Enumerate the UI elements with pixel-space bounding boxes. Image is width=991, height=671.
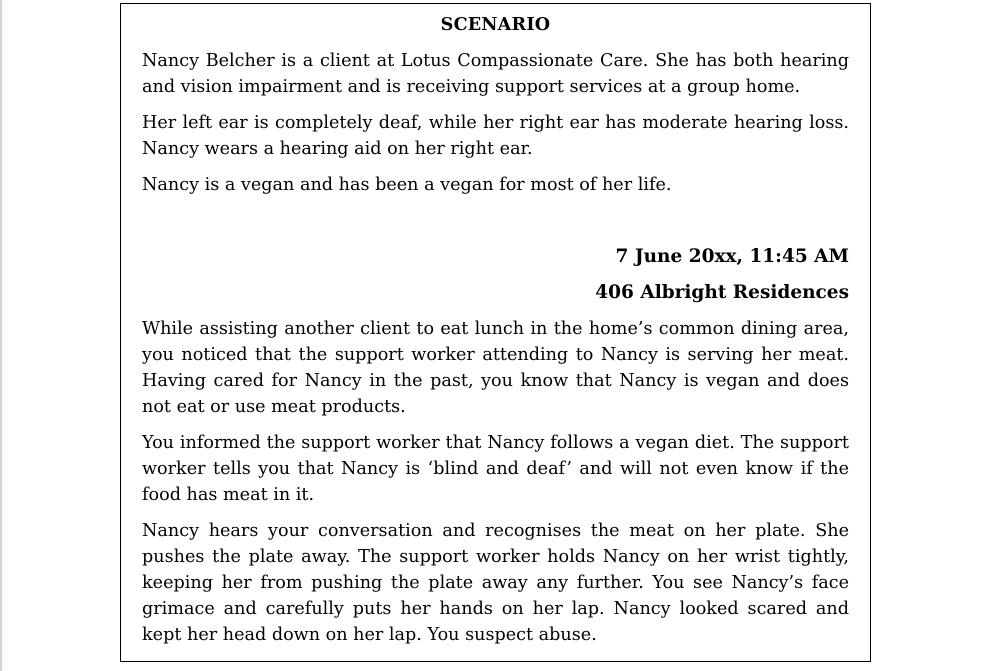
body-paragraph-3: Nancy hears your conversation and recognises the meat on her plate. She pushes the plate away. The support worker holds Nancy on her wrist tightly, keeping her from pushing the plate away any further. You see Nancy’s face grimace and carefully puts her hands on her lap. Nancy looked scared and kept her head down on her lap. You suspect abuse. <box>142 521 849 645</box>
blank-line <box>142 208 849 234</box>
scenario-box <box>120 3 871 662</box>
scenario-title: SCENARIO <box>440 14 551 35</box>
intro-paragraph-1: Nancy Belcher is a client at Lotus Compassionate Care. She has both hearing and vision impairment and is receiving support services at a group home. <box>142 51 849 97</box>
body-paragraph-2: You informed the support worker that Nancy follows a vegan diet. The support worker tells you that Nancy is ‘blind and deaf’ and will not even know if the food has meat in it. <box>142 433 849 505</box>
body-paragraph-1: While assisting another client to eat lunch in the home’s common dining area, you noticed that the support worker attending to Nancy is serving her meat. Having cared for Nancy in the past, you know that Nancy is vegan and does not eat or use meat products. <box>142 319 849 417</box>
intro-paragraph-2: Her left ear is completely deaf, while her right ear has moderate hearing loss. Nancy wears a hearing aid on her right ear. <box>142 113 849 159</box>
intro-paragraph-3: Nancy is a vegan and has been a vegan for most of her life. <box>142 175 672 195</box>
location: 406 Albright Residences <box>595 282 849 303</box>
page-left-edge <box>0 0 2 671</box>
date-time: 7 June 20xx, 11:45 AM <box>615 246 849 267</box>
